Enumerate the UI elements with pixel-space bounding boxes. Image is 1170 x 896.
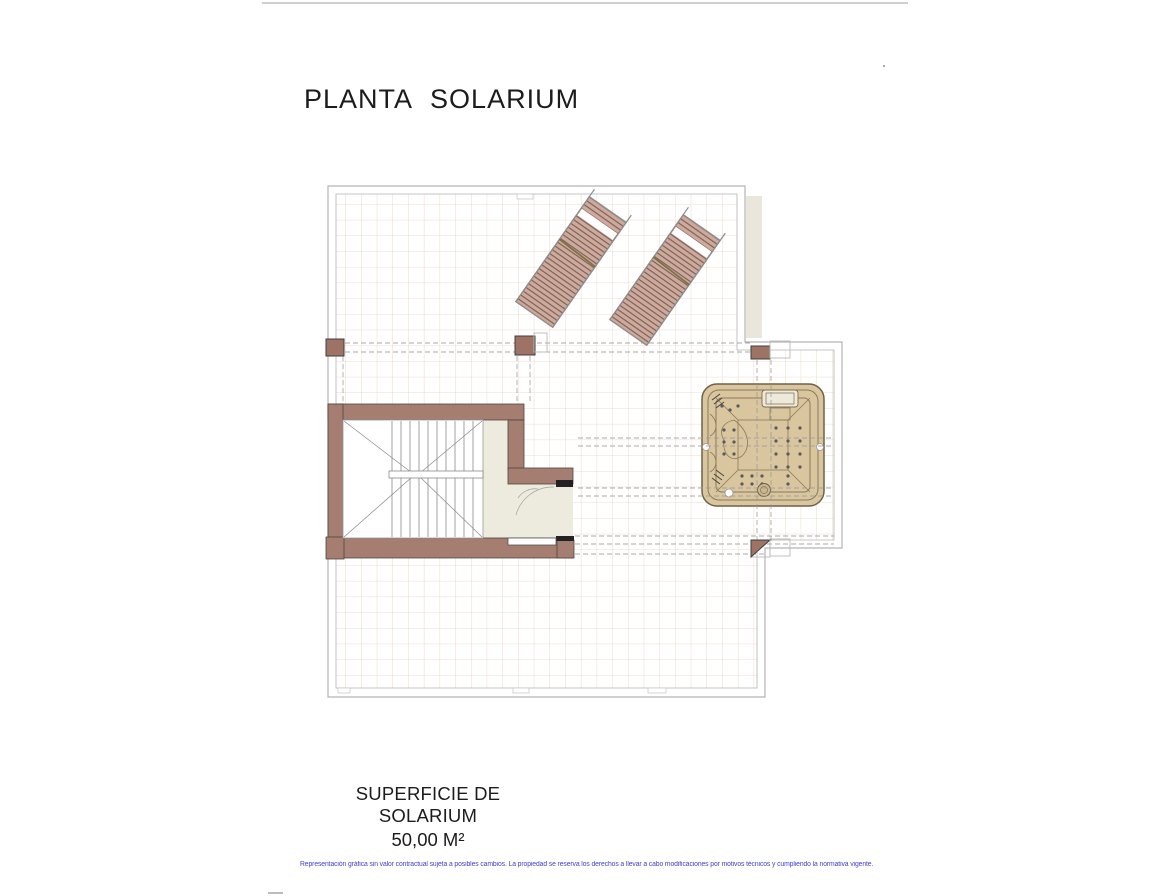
sheet-corner-dot [883, 65, 885, 67]
legal-disclaimer: Representación gráfica sin valor contractual sujeta a posibles cambios. La propiedad se reserva los derechos a llevar a cabo modificaciones por motivos técnicos y cumpliendo la normativa vigente. [300, 861, 874, 868]
sheet-top-border [262, 2, 908, 4]
jacuzzi-control-panel [762, 390, 798, 407]
lower-floor-parapet [746, 196, 762, 338]
jacuzzi-drain [758, 484, 771, 497]
door-threshold [556, 480, 573, 487]
stair-corner-block [326, 537, 344, 559]
stair-handrail [389, 471, 483, 478]
column [515, 336, 535, 355]
area-label: SUPERFICIE DE SOLARIUM [355, 783, 501, 826]
edge-notch [648, 688, 666, 693]
area-caption [322, 783, 534, 851]
area-value: 50,00 M² [391, 829, 465, 850]
terrace-door [508, 538, 556, 545]
column [326, 339, 344, 356]
sheet-bottom-border-mark [268, 892, 283, 894]
edge-notch [513, 688, 529, 693]
edge-notch [517, 194, 533, 199]
edge-notch [338, 688, 350, 693]
door-threshold [556, 536, 574, 541]
stair-wall-mid-vertical [508, 420, 524, 470]
stair-wall-top [328, 404, 524, 420]
column [751, 346, 770, 359]
stair-corner-block [557, 540, 574, 558]
staircase [343, 420, 483, 538]
floor-plan [320, 180, 850, 705]
page-title: PLANTA SOLARIUM [304, 84, 580, 115]
stair-wall-left [328, 404, 343, 558]
